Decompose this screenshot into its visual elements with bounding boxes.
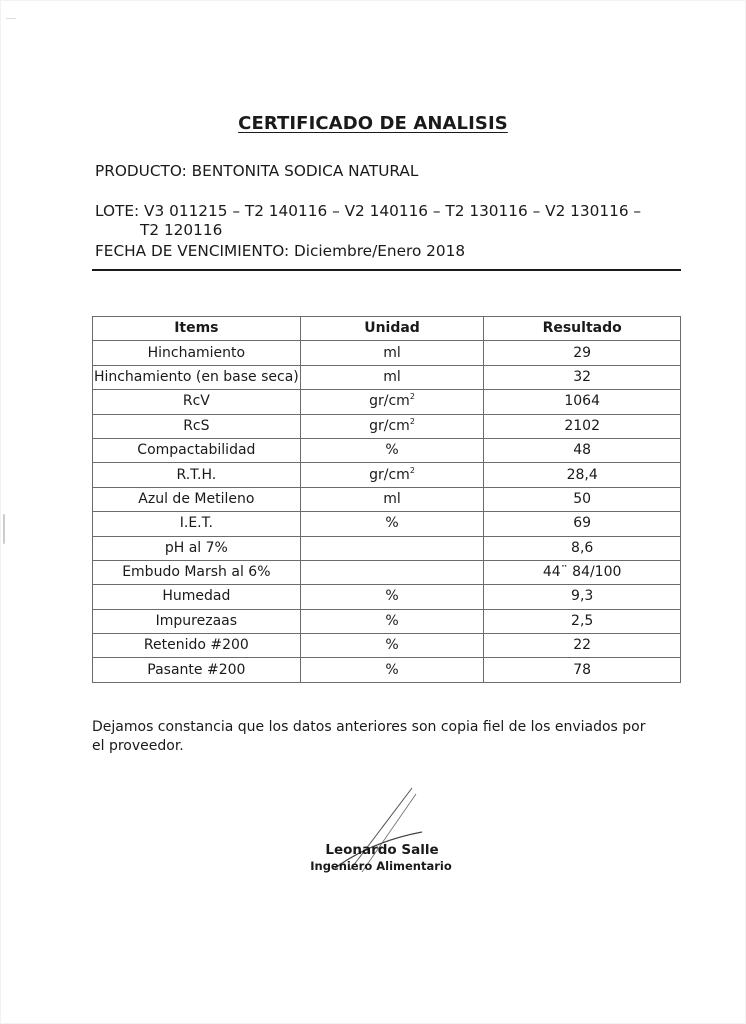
- unit-cell: [300, 487, 484, 511]
- unit-cell: [300, 560, 484, 584]
- item-cell: Azul de Metileno: [93, 487, 301, 511]
- unit-text: ml: [383, 490, 401, 507]
- item-cell: Retenido #200: [93, 634, 301, 658]
- unit-cell: [300, 512, 484, 536]
- unit-cell: [300, 341, 484, 365]
- unit-text: %: [385, 588, 399, 605]
- table-row: [93, 634, 681, 658]
- table-row: [93, 560, 681, 584]
- unit-text: %: [385, 661, 399, 678]
- unit-cell: [300, 585, 484, 609]
- signer-block: [0, 842, 746, 873]
- unit-cell: [300, 658, 484, 682]
- item-cell: Humedad: [93, 585, 301, 609]
- unit-text: ml: [383, 344, 401, 361]
- unit-text: %: [385, 637, 399, 654]
- unit-cell: [300, 390, 484, 414]
- unit-cell: [300, 365, 484, 389]
- table-row: [93, 585, 681, 609]
- result-cell: 44¨ 84/100: [484, 560, 681, 584]
- unit-cell: [300, 609, 484, 633]
- result-cell: 1064: [484, 390, 681, 414]
- signer-name: Leonardo Salle: [325, 842, 439, 858]
- table-row: [93, 414, 681, 438]
- result-cell: 8,6: [484, 536, 681, 560]
- table-row: [93, 609, 681, 633]
- table-row: [93, 658, 681, 682]
- unit-cell: [300, 463, 484, 487]
- result-cell: 48: [484, 438, 681, 462]
- result-cell: 29: [484, 341, 681, 365]
- scan-speck: [3, 514, 5, 544]
- table-header-row: [93, 317, 681, 341]
- item-cell: R.T.H.: [93, 463, 301, 487]
- lot-line-continued: T2 120116: [140, 221, 223, 239]
- table-body: [93, 341, 681, 682]
- unit-text: %: [385, 612, 399, 629]
- signer-role: Ingeniero Alimentario: [310, 859, 452, 873]
- lot-line: LOTE: V3 011215 – T2 140116 – V2 140116 – T2 130116 – V2 130116 –: [95, 202, 642, 220]
- result-cell: 2102: [484, 414, 681, 438]
- item-cell: pH al 7%: [93, 536, 301, 560]
- unit-text: %: [385, 515, 399, 532]
- unit-cell: [300, 634, 484, 658]
- table-row: [93, 438, 681, 462]
- result-cell: 9,3: [484, 585, 681, 609]
- column-header-unit: Unidad: [300, 317, 484, 341]
- table-row: [93, 341, 681, 365]
- header-divider: [92, 269, 681, 271]
- table-row: [93, 536, 681, 560]
- item-cell: RcV: [93, 390, 301, 414]
- table-row: [93, 390, 681, 414]
- unit-text: gr/cm: [369, 393, 410, 410]
- expiry-date-line: FECHA DE VENCIMIENTO: Diciembre/Enero 2018: [95, 242, 466, 260]
- result-cell: 50: [484, 487, 681, 511]
- document-title: CERTIFICADO DE ANALISIS: [238, 113, 508, 134]
- result-cell: 32: [484, 365, 681, 389]
- item-cell: RcS: [93, 414, 301, 438]
- unit-superscript: 2: [409, 465, 415, 475]
- item-cell: Pasante #200: [93, 658, 301, 682]
- unit-cell: [300, 438, 484, 462]
- unit-superscript: 2: [409, 392, 415, 402]
- table-row: [93, 487, 681, 511]
- unit-superscript: 2: [409, 416, 415, 426]
- certification-note: Dejamos constancia que los datos anteriores son copia fiel de los enviados por el proveedor.: [92, 719, 646, 754]
- table-row: [93, 512, 681, 536]
- unit-cell: [300, 536, 484, 560]
- item-cell: Impurezaas: [93, 609, 301, 633]
- unit-text: %: [385, 442, 399, 459]
- item-cell: Embudo Marsh al 6%: [93, 560, 301, 584]
- column-header-items: Items: [93, 317, 301, 341]
- result-cell: 2,5: [484, 609, 681, 633]
- unit-text: ml: [383, 368, 401, 385]
- product-line: PRODUCTO: BENTONITA SODICA NATURAL: [95, 162, 419, 180]
- table-row: [93, 463, 681, 487]
- item-cell: I.E.T.: [93, 512, 301, 536]
- unit-cell: [300, 414, 484, 438]
- column-header-result: Resultado: [484, 317, 681, 341]
- item-cell: Hinchamiento (en base seca): [93, 365, 301, 389]
- result-cell: 78: [484, 658, 681, 682]
- item-cell: Hinchamiento: [93, 341, 301, 365]
- result-cell: 22: [484, 634, 681, 658]
- unit-text: gr/cm: [369, 417, 410, 434]
- analysis-table: [92, 316, 681, 683]
- table-row: [93, 365, 681, 389]
- item-cell: Compactabilidad: [93, 438, 301, 462]
- result-cell: 69: [484, 512, 681, 536]
- scan-speck: [6, 18, 16, 19]
- result-cell: 28,4: [484, 463, 681, 487]
- unit-text: gr/cm: [369, 466, 410, 483]
